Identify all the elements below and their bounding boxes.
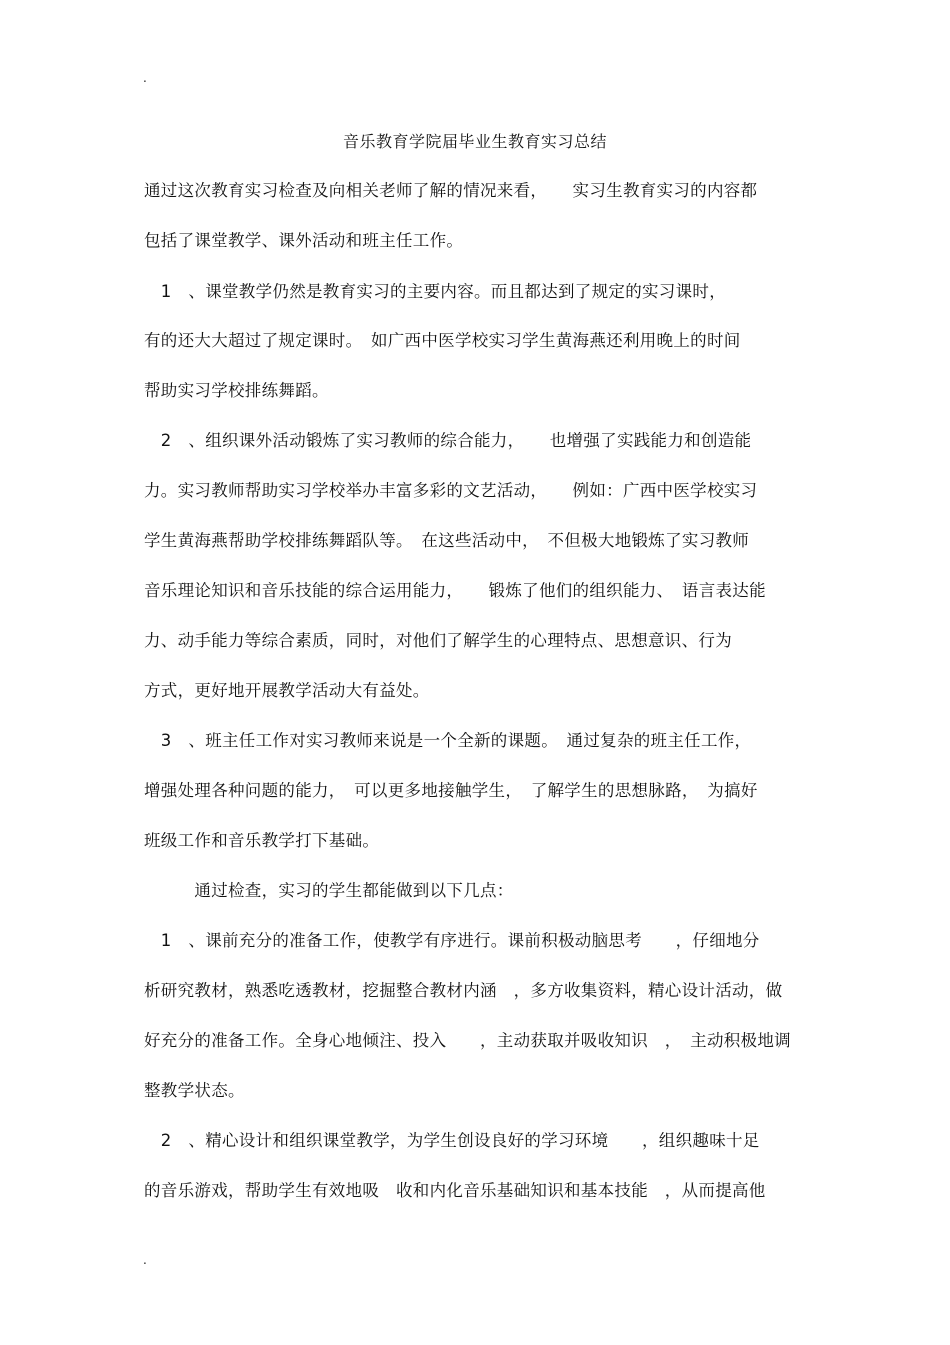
text-line: 增强处理各种问题的能力， 可以更多地接触学生， 了解学生的思想脉路， 为搞好	[144, 781, 758, 800]
text-line: 有的还大大超过了规定课时。 如广西中医学校实习学生黄海燕还利用晚上的时间	[144, 331, 741, 350]
text-line: 力。实习教师帮助实习学校举办丰富多彩的文艺活动， 例如：广西中医学校实习	[144, 481, 758, 500]
text-line: 1 、课堂教学仍然是教育实习的主要内容。而且都达到了规定的实习课时，	[144, 282, 726, 301]
text-line: 通过这次教育实习检查及向相关老师了解的情况来看， 实习生教育实习的内容都	[144, 181, 758, 200]
document-title: 音乐教育学院届毕业生教育实习总结	[342, 132, 607, 151]
page-top-marker: .	[143, 71, 147, 85]
text-line: 2 、组织课外活动锻炼了实习教师的综合能力， 也增强了实践能力和创造能	[144, 431, 752, 450]
text-line: 整教学状态。	[144, 1081, 245, 1100]
text-line: 帮助实习学校排练舞蹈。	[144, 381, 329, 400]
text-line: 好充分的准备工作。全身心地倾注、投入 ，主动获取并吸收知识 ， 主动积极地调	[144, 1031, 791, 1050]
text-line: 的音乐游戏，帮助学生有效地吸 收和内化音乐基础知识和基本技能 ，从而提高他	[144, 1181, 766, 1200]
text-line: 1 、课前充分的准备工作，使教学有序进行。课前积极动脑思考 ，仔细地分	[144, 931, 760, 950]
text-line: 班级工作和音乐教学打下基础。	[144, 831, 380, 850]
text-line: 包括了课堂教学、课外活动和班主任工作。	[144, 231, 464, 250]
text-line: 2 、精心设计和组织课堂教学，为学生创设良好的学习环境 ，组织趣味十足	[144, 1131, 760, 1150]
text-line: 析研究教材，熟悉吃透教材，挖掘整合教材内涵 ，多方收集资料，精心设计活动，做	[144, 981, 783, 1000]
text-line: 音乐理论知识和音乐技能的综合运用能力， 锻炼了他们的组织能力、 语言表达能	[144, 581, 766, 600]
text-line: 通过检查，实习的学生都能做到以下几点：	[144, 881, 514, 900]
text-line: 学生黄海燕帮助学校排练舞蹈队等。 在这些活动中， 不但极大地锻炼了实习教师	[144, 531, 750, 550]
text-line: 方式，更好地开展教学活动大有益处。	[144, 681, 430, 700]
text-line: 3 、班主任工作对实习教师来说是一个全新的课题。 通过复杂的班主任工作，	[144, 731, 752, 750]
page-bottom-marker: .	[143, 1253, 147, 1267]
text-line: 力、动手能力等综合素质，同时，对他们了解学生的心理特点、思想意识、行为	[144, 631, 732, 650]
